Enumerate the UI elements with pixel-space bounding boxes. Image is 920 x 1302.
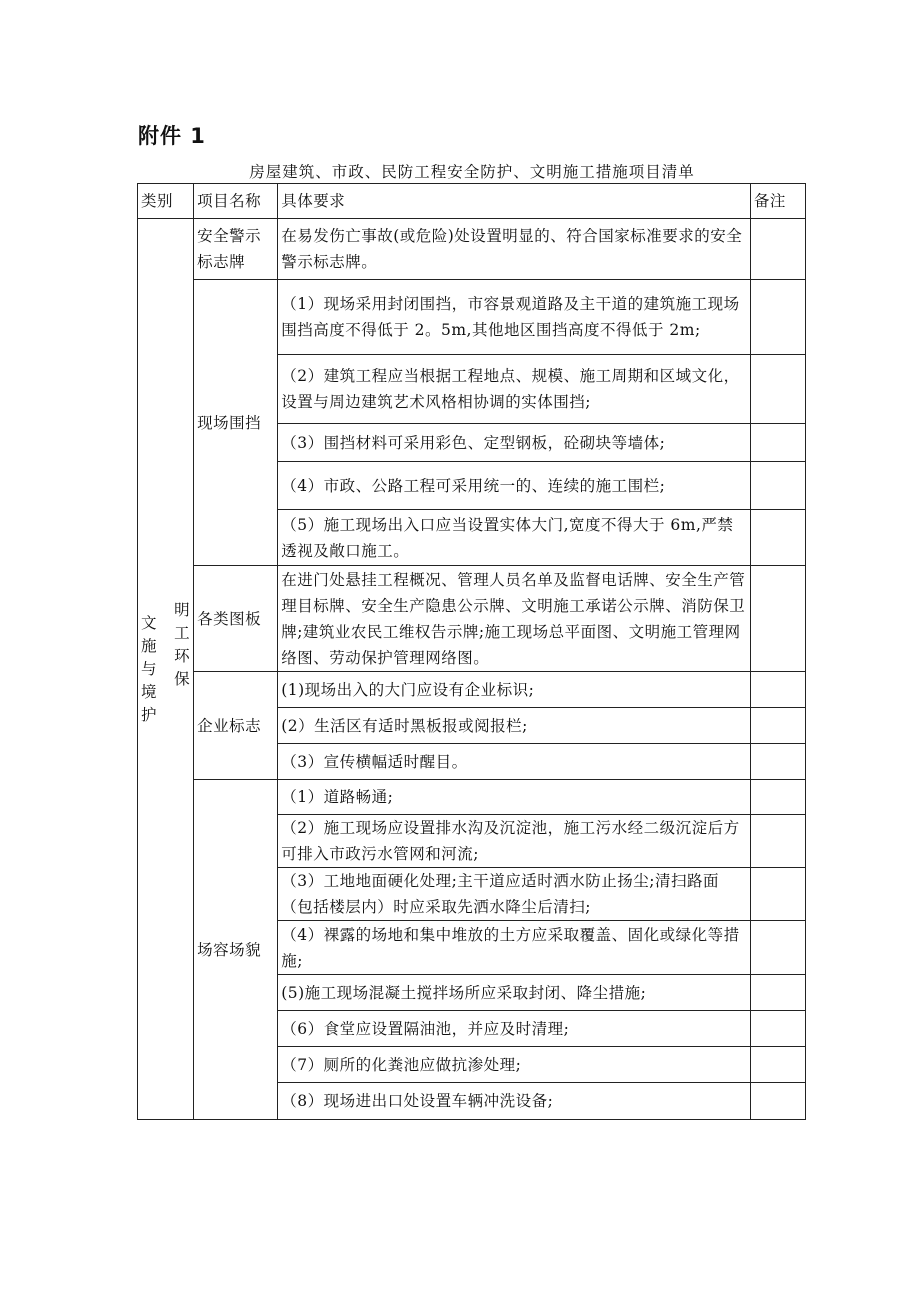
document-title: 房屋建筑、市政、民防工程安全防护、文明施工措施项目清单: [249, 163, 695, 181]
note-cell: [750, 566, 805, 672]
note-cell: [750, 921, 805, 975]
attachment-label: 附件 1: [138, 124, 206, 148]
item-name-cell: 现场围挡: [194, 280, 278, 566]
note-cell: [750, 708, 805, 744]
note-cell: [750, 1083, 805, 1120]
section-char: 护: [141, 705, 158, 724]
requirement-cell: （2）建筑工程应当根据工程地点、规模、施工周期和区域文化，设置与周边建筑艺术风格相协调的实体围挡;: [278, 355, 751, 424]
section-char: 保: [174, 670, 191, 688]
table-header-row: [138, 184, 806, 219]
header-category: 类别: [138, 184, 194, 219]
requirement-cell: (2）生活区有适时黑板报或阅报栏;: [278, 708, 751, 744]
section-char: 境: [141, 682, 158, 701]
note-cell: [750, 462, 805, 510]
table-row: [138, 780, 806, 815]
note-cell: [750, 815, 805, 868]
requirement-cell: （4）市政、公路工程可采用统一的、连续的施工围栏;: [278, 462, 751, 510]
requirement-cell: （3）围挡材料可采用彩色、定型钢板，砼砌块等墙体;: [278, 424, 751, 462]
section-char: 明: [174, 601, 191, 619]
item-name-cell: 安全警示标志牌: [194, 219, 278, 280]
note-cell: [750, 1011, 805, 1047]
header-requirement: 具体要求: [278, 184, 751, 219]
item-name-cell: 各类图板: [194, 566, 278, 672]
requirement-cell: （3）工地地面硬化处理;主干道应适时洒水防止扬尘;清扫路面（包括楼层内）时应采取先洒水降尘后清扫;: [278, 868, 751, 921]
table-row: [138, 672, 806, 708]
note-cell: [750, 672, 805, 708]
note-cell: [750, 280, 805, 355]
requirement-cell: （1）现场采用封闭围挡，市容景观道路及主干道的建筑施工现场围挡高度不得低于 2。5m,其他地区围挡高度不得低于 2m;: [278, 280, 751, 355]
requirement-cell: 在进门处悬挂工程概况、管理人员名单及监督电话牌、安全生产管理目标牌、安全生产隐患公示牌、文明施工承诺公示牌、消防保卫牌;建筑业农民工维权告示牌;施工现场总平面图、文明施工管理网络图、劳动保护管理网络图。: [278, 566, 751, 672]
requirement-cell: 在易发伤亡事故(或危险)处设置明显的、符合国家标准要求的安全警示标志牌。: [278, 219, 751, 280]
table-row: [138, 566, 806, 672]
requirement-cell: （1）道路畅通;: [278, 780, 751, 815]
table-row: [138, 280, 806, 355]
section-cell: [138, 219, 194, 1120]
note-cell: [750, 424, 805, 462]
section-char: 环: [174, 647, 191, 665]
section-char: 文: [141, 613, 158, 632]
requirement-cell: （7）厕所的化粪池应做抗渗处理;: [278, 1047, 751, 1083]
requirement-cell: (5)施工现场混凝土搅拌场所应采取封闭、降尘措施;: [278, 975, 751, 1011]
section-char: 工: [174, 624, 191, 642]
requirement-cell: （5）施工现场出入口应当设置实体大门,宽度不得大于 6m,严禁透视及敞口施工。: [278, 510, 751, 566]
item-name-cell: 场容场貌: [194, 780, 278, 1120]
section-char: 与: [141, 659, 158, 678]
table-row: [138, 219, 806, 280]
requirement-cell: （2）施工现场应设置排水沟及沉淀池，施工污水经二级沉淀后方可排入市政污水管网和河流;: [278, 815, 751, 868]
item-name-cell: 企业标志: [194, 672, 278, 780]
note-cell: [750, 1047, 805, 1083]
header-note: 备注: [750, 184, 805, 219]
note-cell: [750, 744, 805, 780]
note-cell: [750, 510, 805, 566]
header-item: 项目名称: [194, 184, 278, 219]
requirement-cell: （8）现场进出口处设置车辆冲洗设备;: [278, 1083, 751, 1120]
note-cell: [750, 355, 805, 424]
note-cell: [750, 975, 805, 1011]
note-cell: [750, 780, 805, 815]
note-cell: [750, 868, 805, 921]
requirement-cell: （6）食堂应设置隔油池，并应及时清理;: [278, 1011, 751, 1047]
requirement-cell: （4）裸露的场地和集中堆放的土方应采取覆盖、固化或绿化等措施;: [278, 921, 751, 975]
requirement-cell: （3）宣传横幅适时醒目。: [278, 744, 751, 780]
requirement-cell: (1)现场出入的大门应设有企业标识;: [278, 672, 751, 708]
measures-table: [137, 183, 806, 1120]
note-cell: [750, 219, 805, 280]
section-char: 施: [141, 636, 158, 655]
